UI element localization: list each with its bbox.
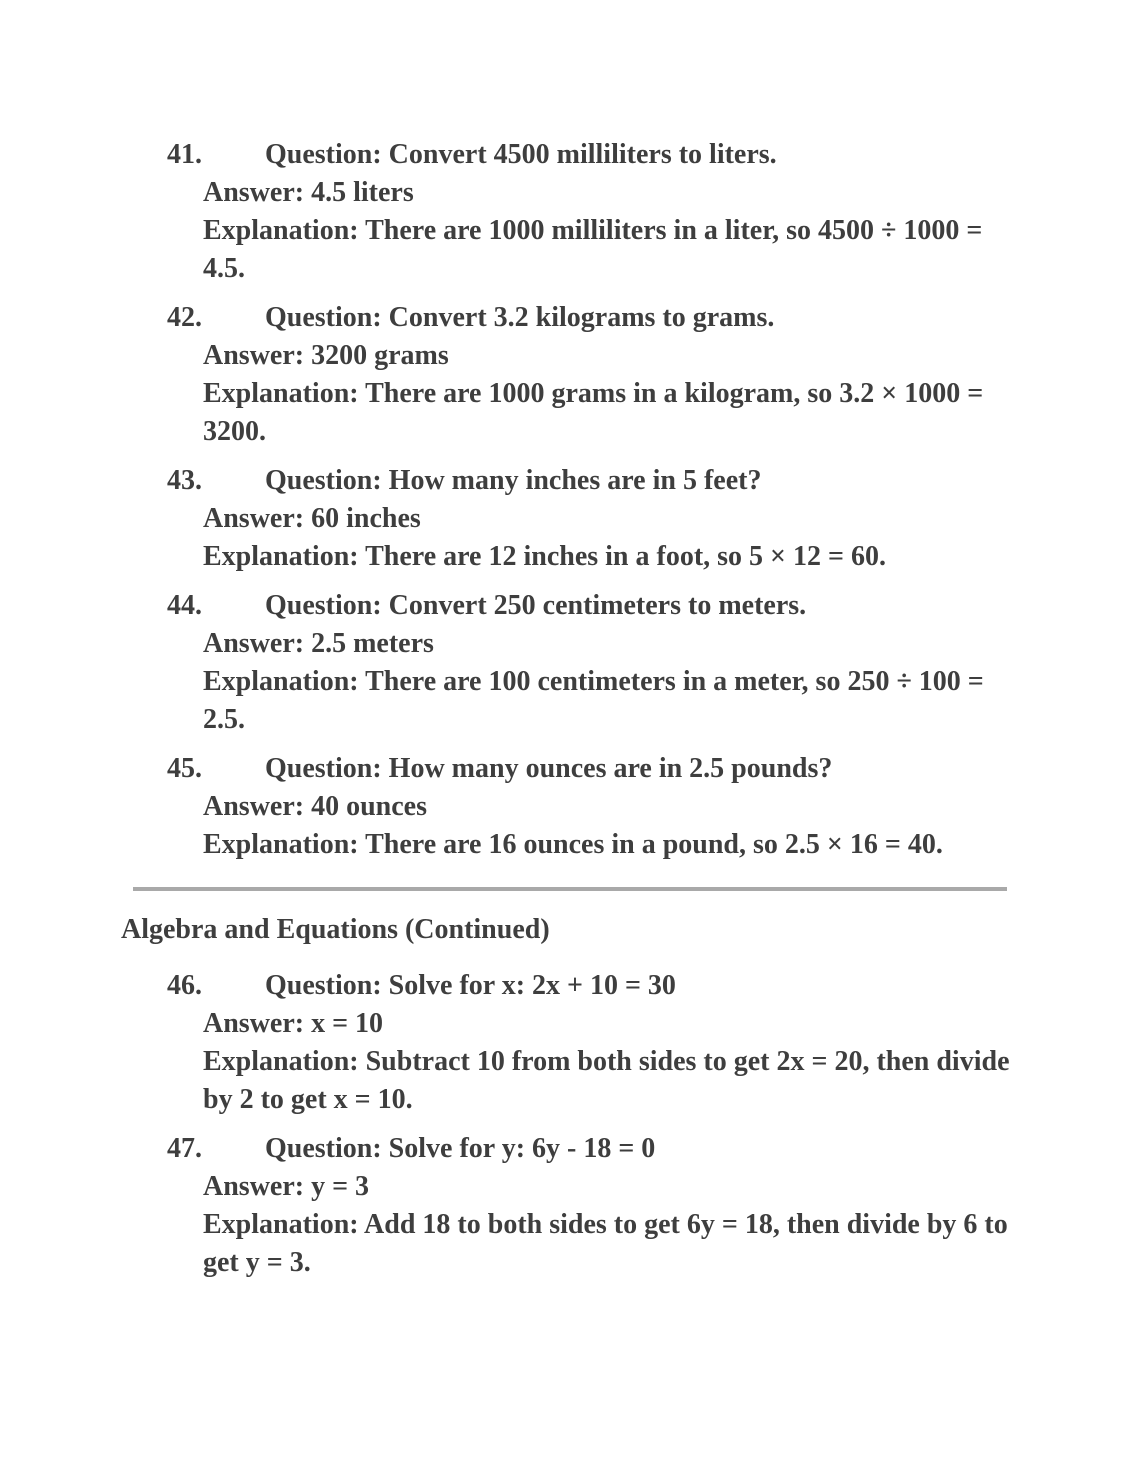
explanation-text: Explanation: There are 1000 grams in a kilogram, so 3.2 × 1000 = 3200. <box>203 378 984 447</box>
qa-item-44 <box>0 587 1140 739</box>
answer-text: Answer: 40 ounces <box>203 791 427 822</box>
item-number: 44. <box>167 590 202 621</box>
question-text: Question: Solve for x: 2x + 10 = 30 <box>265 970 676 1001</box>
qa-item-45 <box>0 750 1140 864</box>
explanation-text: Explanation: There are 12 inches in a foot, so 5 × 12 = 60. <box>203 541 886 572</box>
qa-item-46 <box>0 967 1140 1119</box>
qa-section-measurement <box>0 136 1140 864</box>
question-text: Question: How many inches are in 5 feet? <box>265 465 762 496</box>
item-number: 41. <box>167 139 202 170</box>
section-divider <box>133 887 1007 891</box>
question-line <box>167 750 1027 788</box>
qa-item-41 <box>0 136 1140 288</box>
qa-item-43 <box>0 462 1140 576</box>
answer-text: Answer: 60 inches <box>203 503 421 534</box>
section-heading: Algebra and Equations (Continued) <box>121 914 550 945</box>
item-number: 42. <box>167 302 202 333</box>
qa-item-42 <box>0 299 1140 451</box>
question-text: Question: Convert 250 centimeters to meters. <box>265 590 807 621</box>
qa-section-algebra-continued <box>0 967 1140 1282</box>
item-number: 45. <box>167 753 202 784</box>
item-number: 46. <box>167 970 202 1001</box>
question-line <box>167 462 1027 500</box>
question-line <box>167 967 1027 1005</box>
qa-item-47 <box>0 1130 1140 1282</box>
question-line <box>167 299 1027 337</box>
question-line <box>167 1130 1027 1168</box>
item-number: 47. <box>167 1133 202 1164</box>
explanation-text: Explanation: There are 1000 milliliters in a liter, so 4500 ÷ 1000 = 4.5. <box>203 215 983 284</box>
question-line <box>167 587 1027 625</box>
answer-text: Answer: 4.5 liters <box>203 177 414 208</box>
answer-text: Answer: x = 10 <box>203 1008 384 1039</box>
explanation-text: Explanation: Subtract 10 from both sides to get 2x = 20, then divide by 2 to get x = 10. <box>203 1046 1010 1115</box>
explanation-text: Explanation: There are 16 ounces in a pound, so 2.5 × 16 = 40. <box>203 829 943 860</box>
answer-text: Answer: 3200 grams <box>203 340 449 371</box>
question-text: Question: Convert 4500 milliliters to liters. <box>265 139 777 170</box>
explanation-text: Explanation: There are 100 centimeters in a meter, so 250 ÷ 100 = 2.5. <box>203 666 984 735</box>
question-text: Question: Convert 3.2 kilograms to grams. <box>265 302 775 333</box>
question-line <box>167 136 1027 174</box>
question-text: Question: Solve for y: 6y - 18 = 0 <box>265 1133 656 1164</box>
answer-text: Answer: 2.5 meters <box>203 628 434 659</box>
item-number: 43. <box>167 465 202 496</box>
question-text: Question: How many ounces are in 2.5 pounds? <box>265 753 833 784</box>
explanation-text: Explanation: Add 18 to both sides to get 6y = 18, then divide by 6 to get y = 3. <box>203 1209 1008 1278</box>
answer-text: Answer: y = 3 <box>203 1171 370 1202</box>
